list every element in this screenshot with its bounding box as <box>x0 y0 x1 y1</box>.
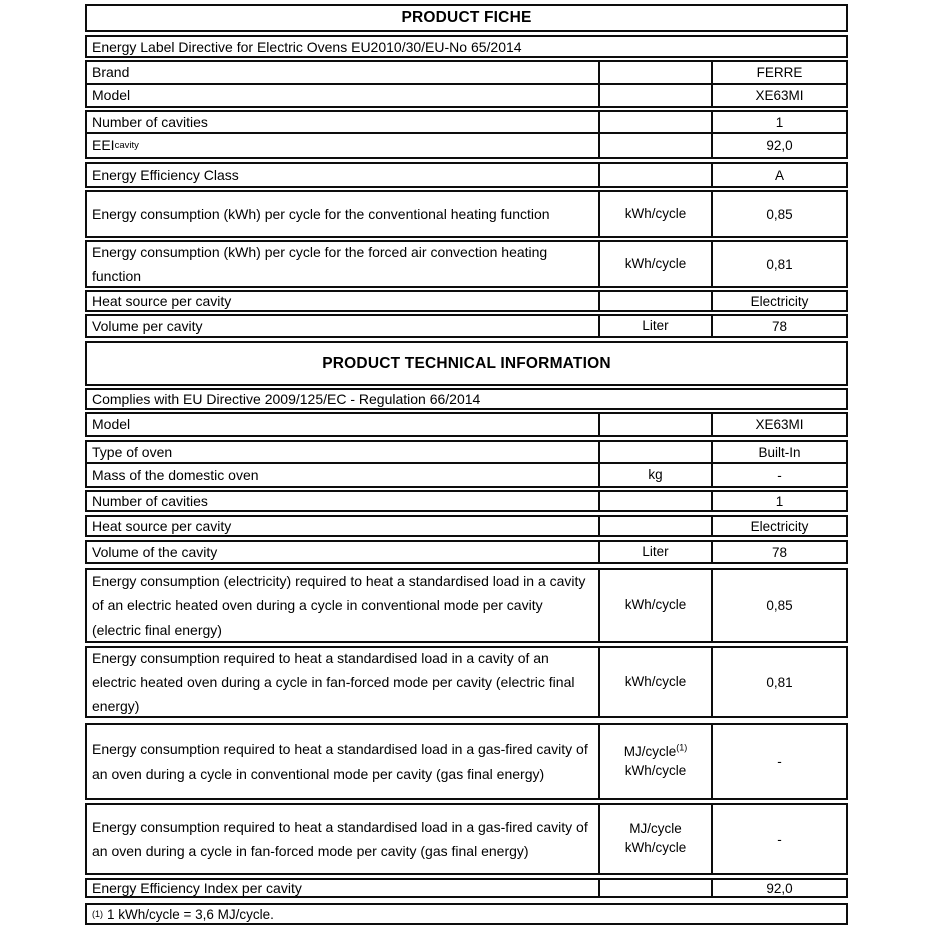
gas-conventional-unit-superscript: (1) <box>676 742 688 753</box>
electric-conventional-label: Energy consumption (electricity) required to heat a standardised load in a cavity of an electric heated oven during a cycle in conventional mode per cavity (electric final energy) <box>87 570 600 641</box>
tech-heat-source-unit <box>600 517 713 535</box>
heat-source-label: Heat source per cavity <box>87 292 600 310</box>
row-type-of-oven <box>85 440 848 464</box>
gas-conventional-label: Energy consumption required to heat a standardised load in a gas-fired cavity of an oven during a cycle in conventional mode per cavity (gas final energy) <box>87 725 600 798</box>
row-gas-fan-forced <box>85 803 848 875</box>
row-electric-conventional <box>85 568 848 643</box>
row-model <box>85 83 848 108</box>
consumption-forced-air-label: Energy consumption (kWh) per cycle for the forced air convection heating function <box>87 242 600 286</box>
row-eei-cavity <box>85 132 848 159</box>
gas-conventional-value: - <box>777 754 782 769</box>
eec-label: Energy Efficiency Class <box>87 164 600 186</box>
electric-conventional-unit: kWh/cycle <box>600 570 713 641</box>
eei-unit <box>600 134 713 157</box>
mass-label: Mass of the domestic oven <box>87 464 600 486</box>
technical-information-title: PRODUCT TECHNICAL INFORMATION <box>85 341 848 386</box>
row-eei-index-per-cavity <box>85 878 848 898</box>
footnote-row <box>85 903 848 925</box>
model-value: XE63MI <box>755 88 804 103</box>
cavities-unit <box>600 112 713 132</box>
row-tech-model <box>85 412 848 437</box>
row-brand <box>85 60 848 85</box>
row-tech-heat-source <box>85 515 848 537</box>
footnote-superscript: (1) <box>92 909 103 919</box>
tech-volume-unit: Liter <box>600 542 713 562</box>
eei-label-subscript: cavity <box>114 139 139 151</box>
footnote-text: 1 kWh/cycle = 3,6 MJ/cycle. <box>107 906 274 922</box>
tech-model-label: Model <box>87 414 600 435</box>
consumption-forced-air-value: 0,81 <box>766 256 793 272</box>
gas-conventional-unit: MJ/cycle$^{(1)}$ kWh/cycle <box>600 725 713 798</box>
eei-label: EEI cavity <box>87 134 600 157</box>
mass-value: - <box>777 467 782 483</box>
tech-model-unit <box>600 414 713 435</box>
mass-unit: kg <box>600 464 713 486</box>
row-energy-efficiency-class <box>85 162 848 188</box>
volume-label: Volume per cavity <box>87 316 600 336</box>
heat-source-unit <box>600 292 713 310</box>
volume-value: 78 <box>771 318 788 334</box>
row-volume-of-cavity <box>85 540 848 564</box>
tech-volume-label: Volume of the cavity <box>87 542 600 562</box>
tech-cavities-label: Number of cavities <box>87 492 600 510</box>
brand-value: FERRE <box>756 65 803 80</box>
tech-heat-source-value: Electricity <box>750 518 809 534</box>
row-mass <box>85 462 848 488</box>
cavities-value: 1 <box>775 114 784 130</box>
model-unit <box>600 85 713 106</box>
oven-type-label: Type of oven <box>87 442 600 462</box>
electric-fan-forced-value: 0,81 <box>766 674 793 690</box>
product-fiche-title: PRODUCT FICHE <box>85 4 848 32</box>
row-number-of-cavities <box>85 110 848 134</box>
row-consumption-conventional <box>85 190 848 238</box>
consumption-conventional-unit: kWh/cycle <box>600 192 713 236</box>
eei-index-unit <box>600 880 713 896</box>
gas-fan-forced-value: - <box>777 831 782 847</box>
consumption-conventional-label: Energy consumption (kWh) per cycle for the conventional heating function <box>87 192 600 236</box>
product-fiche-sheet <box>85 4 848 927</box>
heat-source-value: Electricity <box>750 293 809 309</box>
tech-model-value: XE63MI <box>755 417 804 432</box>
model-label: Model <box>87 85 600 106</box>
cavities-label: Number of cavities <box>87 112 600 132</box>
eei-index-value: 92,0 <box>766 880 793 896</box>
electric-conventional-value: 0,85 <box>766 598 793 613</box>
gas-fan-forced-unit: MJ/cycle kWh/cycle <box>600 805 713 873</box>
eei-index-label: Energy Efficiency Index per cavity <box>87 880 600 896</box>
row-gas-conventional <box>85 723 848 800</box>
row-heat-source <box>85 290 848 312</box>
row-electric-fan-forced <box>85 646 848 718</box>
complies-directive-row: Complies with EU Directive 2009/125/EC - Regulation 66/2014 <box>85 388 848 410</box>
oven-type-value: Built-In <box>758 444 801 460</box>
volume-unit: Liter <box>600 316 713 336</box>
brand-label: Brand <box>87 62 600 83</box>
oven-type-unit <box>600 442 713 462</box>
eec-value: A <box>774 167 784 183</box>
row-consumption-forced-air <box>85 240 848 288</box>
gas-fan-forced-label: Energy consumption required to heat a standardised load in a gas-fired cavity of an oven during a cycle in fan-forced mode per cavity (gas final energy) <box>87 805 600 873</box>
tech-cavities-unit <box>600 492 713 510</box>
row-tech-number-of-cavities <box>85 490 848 512</box>
consumption-conventional-value: 0,85 <box>766 206 793 222</box>
tech-cavities-value: 1 <box>775 493 784 509</box>
energy-label-directive-row: Energy Label Directive for Electric Ovens EU2010/30/EU-No 65/2014 <box>85 35 848 58</box>
tech-volume-value: 78 <box>771 544 788 560</box>
consumption-forced-air-unit: kWh/cycle <box>600 242 713 286</box>
brand-unit <box>600 62 713 83</box>
electric-fan-forced-unit: kWh/cycle <box>600 648 713 716</box>
electric-fan-forced-label: Energy consumption required to heat a standardised load in a cavity of an electric heated oven during a cycle in fan-forced mode per cavity (electric final energy) <box>87 648 600 716</box>
eec-unit <box>600 164 713 186</box>
eei-value: 92,0 <box>766 138 793 153</box>
row-volume-per-cavity <box>85 314 848 338</box>
tech-heat-source-label: Heat source per cavity <box>87 517 600 535</box>
